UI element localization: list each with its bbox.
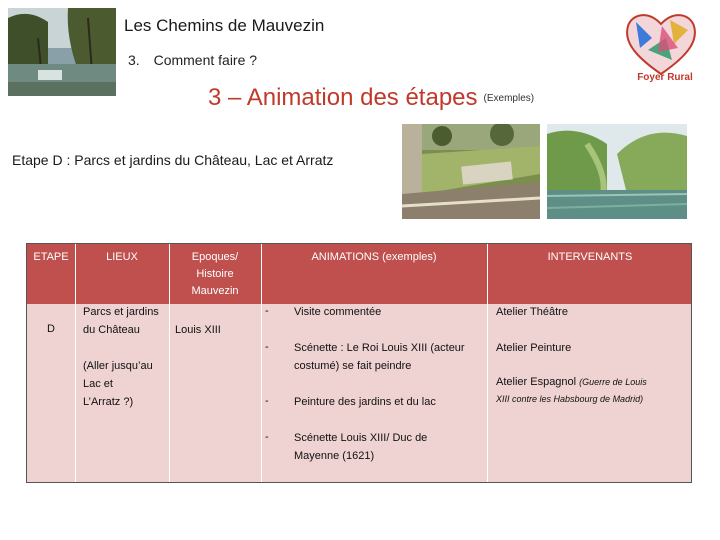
subtitle-text: Comment faire ?: [153, 52, 258, 68]
animation-bullet: -: [265, 431, 269, 443]
header-epoques-line-3: Mauvezin: [191, 285, 239, 297]
main-heading-note: (Exemples): [483, 93, 535, 105]
animation-line-1: Scénette Louis XIII/ Duc de: [294, 432, 428, 444]
header-epoques: [169, 249, 261, 300]
lake-photo: [547, 124, 687, 219]
page-title: Les Chemins de Mauvezin: [124, 16, 325, 35]
intervenant-espagnol-label: Atelier Espagnol: [496, 376, 577, 388]
main-heading-text: 3 – Animation des étapes: [208, 84, 478, 111]
animation-item: [294, 393, 436, 411]
animation-item: [294, 303, 381, 321]
animation-bullet: -: [265, 305, 269, 317]
column-divider: [487, 244, 488, 482]
lieux-line-1: Parcs et jardins: [83, 306, 159, 318]
animation-table: [26, 243, 692, 483]
cell-lieux: [83, 303, 159, 411]
animation-item: [294, 339, 465, 375]
lieux-line-2: du Château: [83, 324, 140, 336]
etape-title: Etape D : Parcs et jardins du Château, Lac et Arratz: [12, 152, 334, 168]
column-divider: [261, 244, 262, 482]
column-divider: [75, 244, 76, 482]
lieux-line-3: (Aller jusqu’au: [83, 360, 153, 372]
animation-item: [294, 429, 427, 465]
intervenant-peinture: Atelier Peinture: [496, 342, 572, 354]
logo-caption: Foyer Rural: [637, 72, 693, 83]
page-subtitle: [128, 52, 257, 68]
header-etape: ETAPE: [33, 251, 69, 263]
header-epoques-line-1: Epoques/: [191, 251, 239, 263]
animation-line-1: Scénette : Le Roi Louis XIII (acteur: [294, 342, 465, 354]
animation-line-2: Mayenne (1621): [294, 450, 375, 462]
animation-line-1: Peinture des jardins et du lac: [294, 396, 436, 408]
cell-epoque: Louis XIII: [175, 324, 221, 336]
subtitle-number: 3.: [128, 52, 140, 68]
animation-line-1: Visite commentée: [294, 306, 382, 318]
animation-bullet: -: [265, 341, 269, 353]
intervenant-espagnol-note-1: (Guerre de Louis: [579, 377, 647, 387]
animation-bullet: -: [265, 395, 269, 407]
header-animations: ANIMATIONS (exemples): [311, 251, 437, 263]
main-heading: [208, 84, 534, 112]
header-epoques-line-2: Histoire: [196, 268, 234, 280]
animation-line-2: costumé) se fait peindre: [294, 360, 412, 372]
lieux-line-5: L’Arratz ?): [83, 396, 134, 408]
intervenant-theatre: Atelier Théâtre: [496, 306, 568, 318]
cell-etape: D: [47, 323, 55, 335]
chateau-garden-photo: [402, 124, 540, 219]
header-lieux: LIEUX: [106, 251, 138, 263]
header-intervenants: INTERVENANTS: [547, 251, 633, 263]
intervenant-espagnol-note-2: XIII contre les Habsbourg de Madrid): [496, 394, 644, 404]
lieux-line-4: Lac et: [83, 378, 113, 390]
intervenant-espagnol: [496, 374, 692, 408]
header-photo: [8, 8, 116, 96]
